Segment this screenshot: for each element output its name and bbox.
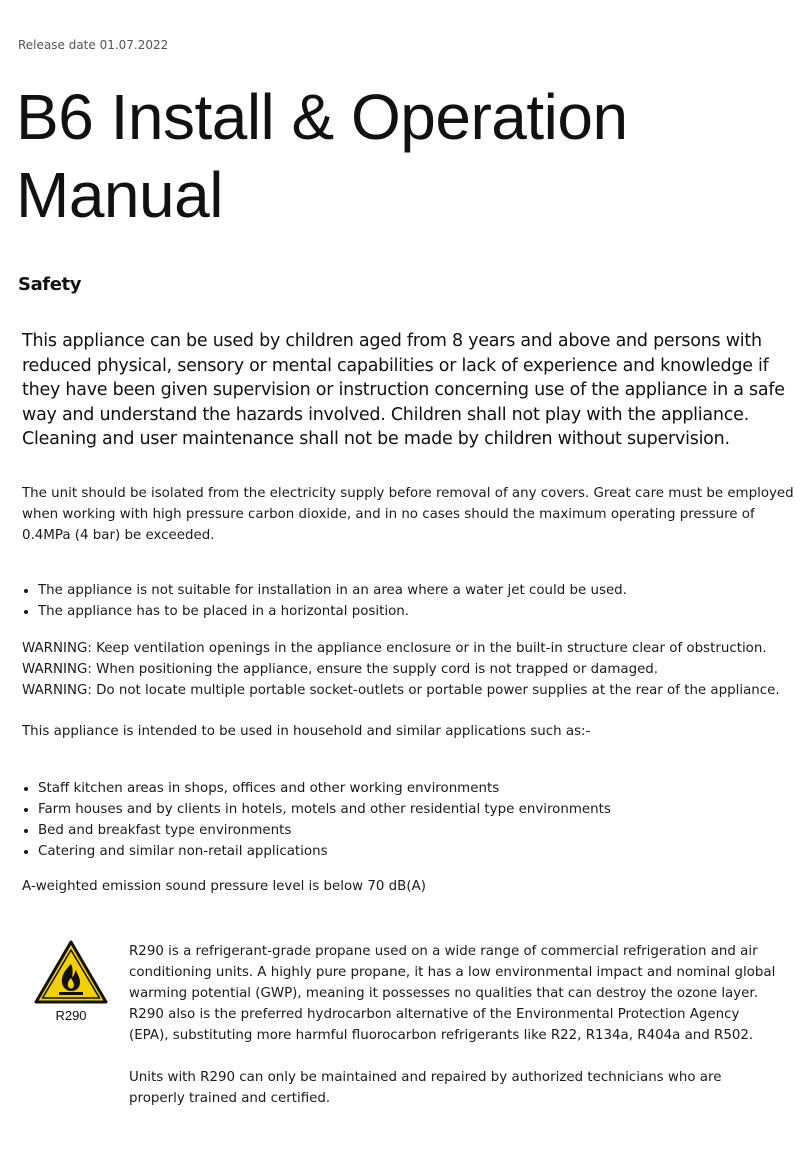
page-title (16, 78, 628, 234)
warning-line: WARNING: Keep ventilation openings in the appliance enclosure or in the built-in structure clear of obstruction. (22, 641, 767, 656)
list-item: • The appliance is not suitable for installation in an area where a water jet could be used. (38, 580, 802, 601)
safety-lead-paragraph: This appliance can be used by children aged from 8 years and above and persons with reduced physical, sensory or mental capabilities or lack of experience and knowledge if they have been given supervision or instruction concerning use of the appliance in a safe way and understand the hazards involved. Children shall not play with the appliance. Cleaning and user maintenance shall not be made by children without supervision. (22, 331, 785, 450)
sound-level-paragraph: A-weighted emission sound pressure level is below 70 dB(A) (22, 879, 426, 894)
r290-paragraph-2: Units with R290 can only be maintained and repaired by authorized technicians who are properly trained and certified. (129, 1070, 722, 1106)
release-date: Release date 01.07.2022 (18, 38, 169, 52)
list-item: • Farm houses and by clients in hotels, motels and other residential type environments (38, 799, 802, 820)
warnings-block (22, 638, 802, 701)
flammable-warning-icon (34, 940, 108, 1004)
warning-line: WARNING: When positioning the appliance, ensure the supply cord is not trapped or damaged. (22, 662, 659, 677)
r290-info-block (129, 941, 779, 1109)
applications-bullets (22, 778, 802, 862)
sound-level-block (22, 876, 802, 897)
list-item: • Bed and breakfast type environments (38, 820, 802, 841)
r290-hazard-sign (33, 940, 109, 1023)
intended-use-block (22, 721, 802, 742)
warning-line: WARNING: Do not locate multiple portable socket-outlets or portable power supplies at the rear of the appliance. (22, 683, 780, 698)
list-item: • Catering and similar non-retail applications (38, 841, 802, 862)
section-heading-safety: Safety (18, 274, 82, 295)
isolation-paragraph: The unit should be isolated from the electricity supply before removal of any covers. Great care must be employed when working with high pressure carbon dioxide, and in no cases should the maximum operating pressure of 0.4MPa (4 bar) be exceeded. (22, 486, 794, 543)
page-title-line-2: Manual (16, 159, 223, 231)
hazard-icon-label: R290 (55, 1008, 87, 1023)
page-title-line-1: B6 Install & Operation (16, 81, 628, 153)
intended-use-paragraph: This appliance is intended to be used in household and similar applications such as:- (22, 724, 591, 739)
list-item: • Staff kitchen areas in shops, offices and other working environments (38, 778, 802, 799)
r290-paragraph-1: R290 is a refrigerant-grade propane used on a wide range of commercial refrigeration and air conditioning units. A highly pure propane, it has a low environmental impact and nominal global warming potential (GWP), meaning it possesses no qualities that can destroy the ozone layer. R290 also is the preferred hydrocarbon alternative of the Environmental Protection Agency (EPA), substituting more harmful fluorocarbon refrigerants like R22, R134a, R404a and R502. (129, 944, 776, 1043)
installation-bullets (22, 580, 802, 622)
isolation-block (22, 483, 802, 546)
list-item: • The appliance has to be placed in a horizontal position. (38, 601, 802, 622)
